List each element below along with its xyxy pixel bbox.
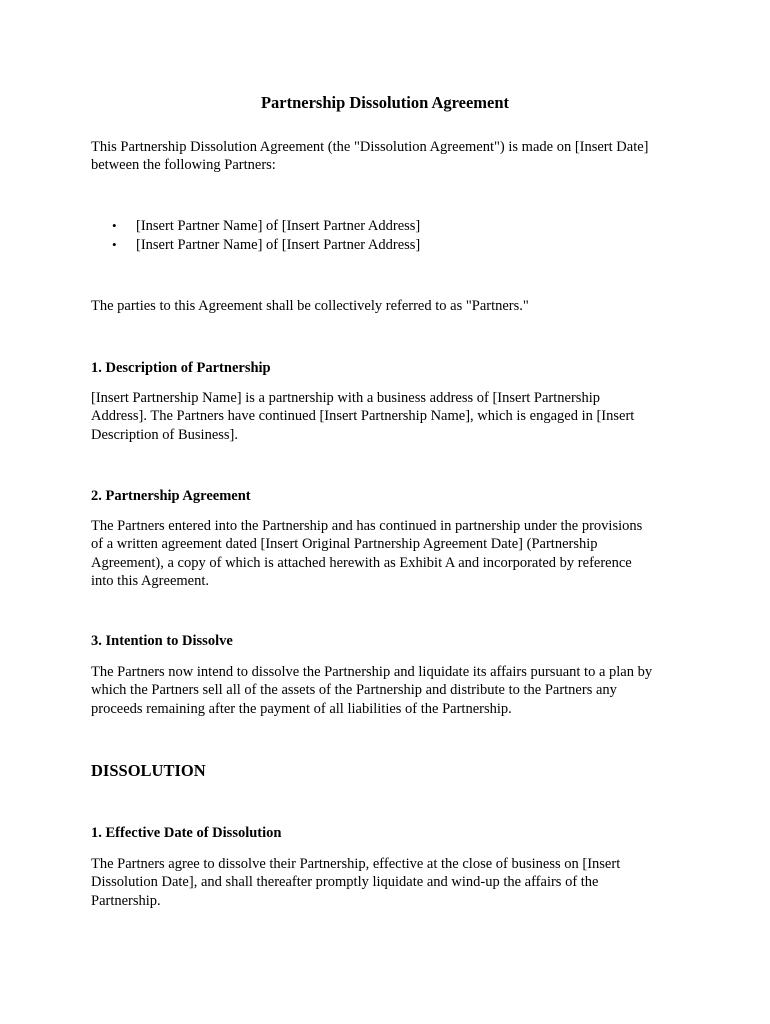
intro-line: between the following Partners: <box>91 157 276 174</box>
collective-reference-paragraph <box>91 297 529 315</box>
paragraph-line: of a written agreement dated [Insert Original Partnership Agreement Date] (Partnership <box>91 536 598 553</box>
bullet-icon: • <box>112 218 117 233</box>
paragraph-line: The parties to this Agreement shall be collectively referred to as "Partners." <box>91 298 529 314</box>
bullet-icon: • <box>112 236 117 252</box>
section-paragraph <box>91 663 652 718</box>
section-heading: 3. Intention to Dissolve <box>91 633 233 649</box>
section-heading: 2. Partnership Agreement <box>91 488 251 504</box>
document-title: Partnership Dissolution Agreement <box>260 93 510 112</box>
section-paragraph <box>91 517 642 590</box>
intro-paragraph <box>91 138 649 175</box>
intro-line: This Partnership Dissolution Agreement (the "Dissolution Agreement") is made on [Insert Date] <box>91 139 649 155</box>
paragraph-line: Dissolution Date], and shall thereafter promptly liquidate and wind-up the affairs of the <box>91 874 599 891</box>
paragraph-line: Address]. The Partners have continued [Insert Partnership Name], which is engaged in [Insert <box>91 408 635 425</box>
section-paragraph <box>91 389 634 444</box>
section-paragraph <box>91 855 620 910</box>
section-heading: 1. Effective Date of Dissolution <box>91 825 282 841</box>
paragraph-line: into this Agreement. <box>91 572 209 589</box>
paragraph-line: which the Partners sell all of the assets of the Partnership and distribute to the Partners any <box>91 682 617 699</box>
section-heading: 1. Description of Partnership <box>91 360 271 376</box>
partner-entry: [Insert Partner Name] of [Insert Partner Address] <box>136 218 421 234</box>
paragraph-line: Partnership. <box>91 892 161 909</box>
paragraph-line: The Partners entered into the Partnership and has continued in partnership under the provisions <box>91 518 643 534</box>
paragraph-line: proceeds remaining after the payment of all liabilities of the Partnership. <box>91 700 512 717</box>
partner-entry: [Insert Partner Name] of [Insert Partner Address] <box>136 236 421 253</box>
dissolution-heading: DISSOLUTION <box>91 761 206 780</box>
paragraph-line: [Insert Partnership Name] is a partnership with a business address of [Insert Partnership <box>91 390 600 406</box>
paragraph-line: The Partners now intend to dissolve the Partnership and liquidate its affairs pursuant to a plan by <box>91 664 653 680</box>
paragraph-line: The Partners agree to dissolve their Partnership, effective at the close of business on [Insert <box>91 856 621 872</box>
paragraph-line: Agreement), a copy of which is attached herewith as Exhibit A and incorporated by reference <box>91 554 632 571</box>
paragraph-line: Description of Business]. <box>91 426 238 443</box>
